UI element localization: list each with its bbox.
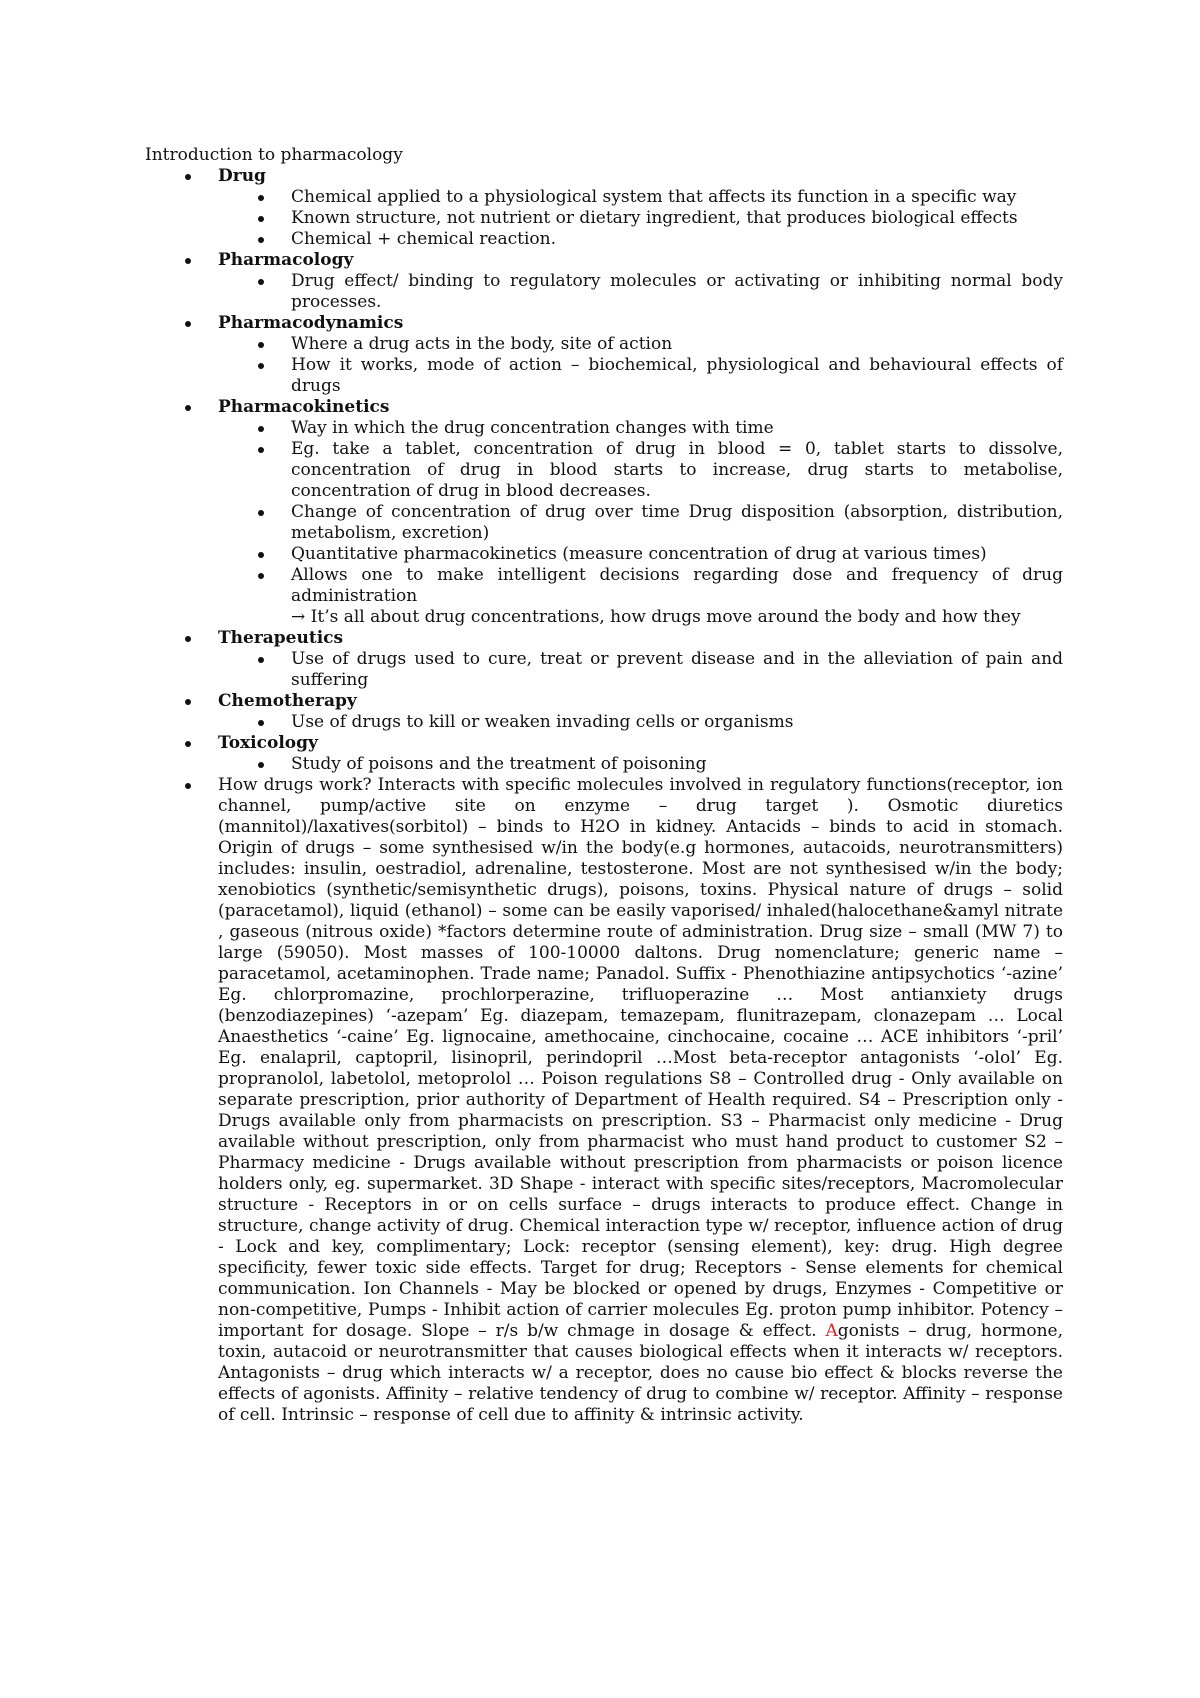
list-item: Change of concentration of drug over time Drug disposition (absorption, distribution, metabolism, excretion): [291, 502, 1063, 543]
section-items: [291, 187, 1063, 250]
list-item: Way in which the drug concentration changes with time: [291, 418, 1063, 439]
section-heading: Chemotherapy: [218, 691, 357, 711]
list-item-text: Allows one to make intelligent decisions regarding dose and frequency of drug administration: [291, 565, 1063, 606]
section-heading: Therapeutics: [218, 628, 344, 648]
list-item: Where a drug acts in the body, site of action: [291, 334, 1063, 355]
section-therapeutics: [218, 628, 1063, 691]
section-pharmacodynamics: [218, 313, 1063, 397]
list-item: Chemical applied to a physiological system that affects its function in a specific way: [291, 187, 1063, 208]
list-item: Drug effect/ binding to regulatory molecules or activating or inhibiting normal body processes.: [291, 271, 1063, 312]
list-item: How it works, mode of action – biochemical, physiological and behavioural effects of drugs: [291, 355, 1063, 396]
body-paragraph: [218, 775, 1063, 1426]
paragraph-text: How drugs work? Interacts with specific molecules involved in regulatory functions(receptor, ion channel, pump/active site on enzyme – drug target ). Osmotic diuretics (mannitol)/laxatives(sorbitol) – binds to H2O in kidney. Antacids – binds to acid in stomach. Origin of drugs – some synthesised w/in the body(e.g hormones, autacoids, neurotransmitters) includes: insulin, oestradiol, adrenaline, testosterone. Most are not synthesised w/in the body; xenobiotics (synthetic/semisynthetic drugs), poisons, toxins. Physical nature of drugs – solid (paracetamol), liquid (ethanol) – some can be easily vaporised/ inhaled(halocethane&amyl nitrate , gaseous (nitrous oxide) *factors determine route of administration. Drug size – small (MW 7) to large (59050). Most masses of 100-10000 daltons. Drug nomenclature; generic name – paracetamol, acetaminophen. Trade name; Panadol. Suffix - Phenothiazine antipsychotics ‘-azine’ Eg. chlorpromazine, prochlorperazine, trifluoperazine … Most antianxiety drugs (benzodiazepines) ‘-azepam’ Eg. diazepam, temazepam, flunitrazepam, clonazepam … Local Anaesthetics ‘-caine’ Eg. lignocaine, amethocaine, cinchocaine, cocaine … ACE inhibitors ‘-pril’ Eg. enalapril, captopril, lisinopril, perindopril …Most beta-receptor antagonists ‘-olol’ Eg. propranolol, labetolol, metoprolol … Poison regulations S8 – Controlled drug - Only available on separate prescription, prior authority of Department of Health required. S4 – Prescription only - Drugs available only from pharmacists on prescription. S3 – Pharmacist only medicine - Drug available without prescription, only from pharmacist who must hand product to customer S2 – Pharmacy medicine - Drugs available without prescription from pharmacists or poison licence holders only, eg. supermarket. 3D Shape - interact with specific sites/receptors, Macromolecular structure - Receptors in or on cells surface – drugs interacts to produce effect. Change in structure, change activity of drug. Chemical interaction type w/ receptor, influence action of drug - Lock and key, complimentary; Lock: receptor (sensing element), key: drug. High degree specificity, fewer toxic side effects. Target for drug; Receptors - Sense elements for chemical communication. Ion Channels - May be blocked or opened by drugs, Enzymes - Competitive or non-competitive, Pumps - Inhibit action of carrier molecules Eg. proton pump inhibitor. Potency – important for dosage. Slope – r/s b/w chmage in dosage & effect.: [218, 775, 1063, 1341]
section-heading: Pharmacokinetics: [218, 397, 390, 417]
section-pharmacology: [218, 250, 1063, 313]
list-item: Use of drugs used to cure, treat or prevent disease and in the alleviation of pain and suffering: [291, 649, 1063, 690]
list-item: Quantitative pharmacokinetics (measure concentration of drug at various times): [291, 544, 1063, 565]
section-heading: Drug: [218, 166, 266, 186]
topic-list: [218, 166, 1063, 1426]
section-chemotherapy: [218, 691, 1063, 733]
section-toxicology: [218, 733, 1063, 775]
list-item: [291, 565, 1063, 628]
section-items: [291, 271, 1063, 313]
highlighted-letter: A: [825, 1321, 838, 1341]
section-items: [291, 418, 1063, 628]
list-item: Known structure, not nutrient or dietary ingredient, that produces biological effects: [291, 208, 1063, 229]
document-title: Introduction to pharmacology: [145, 145, 403, 165]
paragraph-text-continued: gonists – drug, hormone, toxin, autacoid or neurotransmitter that causes biological effects when it interacts w/ receptors. Antagonists – drug which interacts w/ a receptor, does no cause bio effect & blocks reverse the effects of agonists. Affinity – relative tendency of drug to combine w/ receptor. Affinity – response of cell. Intrinsic – response of cell due to affinity & intrinsic activity.: [218, 1321, 1063, 1425]
section-heading: Pharmacodynamics: [218, 313, 404, 333]
section-items: [291, 754, 1063, 775]
list-item: Study of poisons and the treatment of poisoning: [291, 754, 1063, 775]
section-items: [291, 712, 1063, 733]
list-item: Use of drugs to kill or weaken invading cells or organisms: [291, 712, 1063, 733]
section-items: [291, 649, 1063, 691]
arrow-note: → It’s all about drug concentrations, how drugs move around the body and how they: [291, 607, 1021, 627]
section-items: [291, 334, 1063, 397]
section-heading: Toxicology: [218, 733, 318, 753]
section-heading: Pharmacology: [218, 250, 354, 270]
list-item: Chemical + chemical reaction.: [291, 229, 1063, 250]
list-item: Eg. take a tablet, concentration of drug in blood = 0, tablet starts to dissolve, concentration of drug in blood starts to increase, drug starts to metabolise, concentration of drug in blood decreases.: [291, 439, 1063, 501]
section-drug: [218, 166, 1063, 250]
section-pharmacokinetics: [218, 397, 1063, 628]
